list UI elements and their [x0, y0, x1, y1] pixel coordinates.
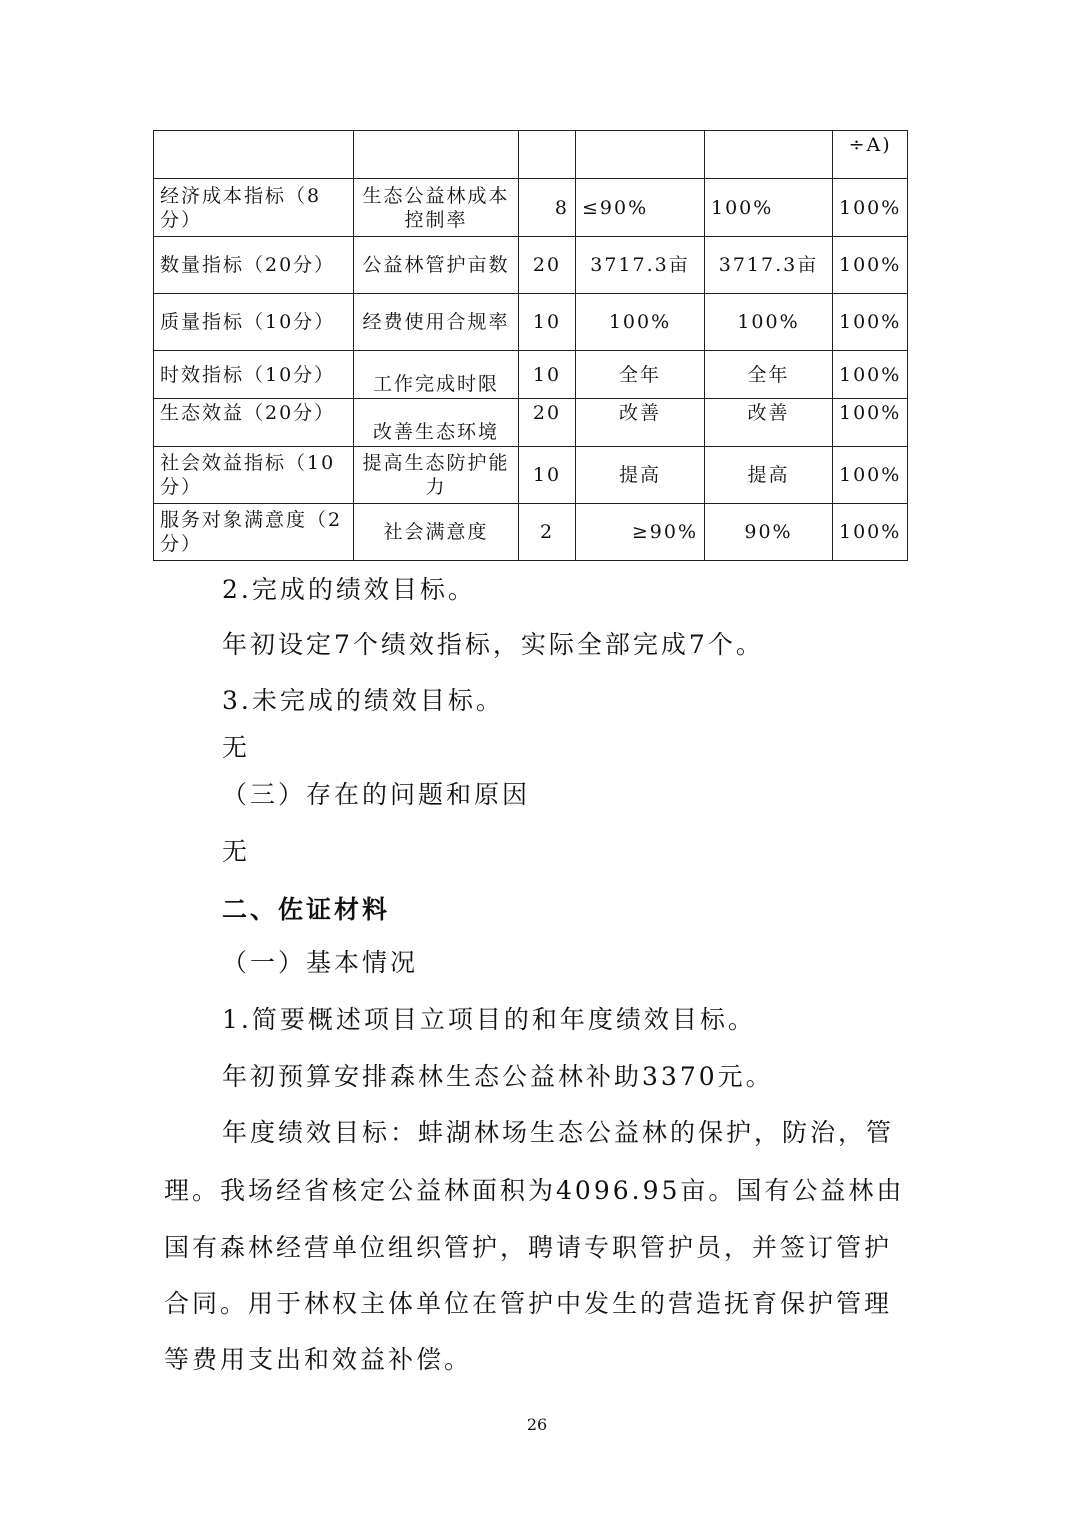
table-cell: [705, 131, 833, 179]
indicator-actual: 改善: [705, 399, 833, 447]
table-cell: [576, 131, 705, 179]
indicator-target: 提高: [576, 447, 705, 504]
goal-text-line: 国有森林经营单位组织管护，聘请专职管护员，并签订管护: [164, 1233, 893, 1262]
indicator-name: 经济成本指标（8分）: [154, 179, 354, 237]
indicator-score: 2: [519, 504, 576, 561]
page-number: 26: [526, 1415, 548, 1434]
indicator-actual: 提高: [705, 447, 833, 504]
indicator-name: 生态效益（20分）: [154, 399, 354, 447]
table-cell: [154, 131, 354, 179]
indicator-target: 3717.3亩: [576, 237, 705, 294]
indicator-item: 工作完成时限: [354, 351, 519, 399]
indicator-actual: 90%: [705, 504, 833, 561]
indicator-actual: 全年: [705, 351, 833, 399]
indicator-actual: 100%: [705, 179, 833, 237]
indicator-target: ≤90%: [576, 179, 705, 237]
indicator-target: 改善: [576, 399, 705, 447]
indicator-rate: 100%: [833, 179, 908, 237]
table-cell: [354, 131, 519, 179]
indicator-rate: 100%: [833, 294, 908, 351]
table-row: [154, 447, 908, 504]
goal-text-line: 理。我场经省核定公益林面积为4096.95亩。国有公益林由: [164, 1176, 905, 1205]
indicator-score: 10: [519, 351, 576, 399]
goal-text-line: 年度绩效目标：蚌湖林场生态公益林的保护，防治，管: [222, 1118, 895, 1147]
indicator-item: 改善生态环境: [354, 399, 519, 447]
table-row: [154, 351, 908, 399]
indicator-item: 公益林管护亩数: [354, 237, 519, 294]
indicator-actual: 3717.3亩: [705, 237, 833, 294]
indicator-rate: 100%: [833, 351, 908, 399]
table-row: [154, 504, 908, 561]
indicator-name: 时效指标（10分）: [154, 351, 354, 399]
problems-text: 无: [222, 837, 251, 866]
table-cell: ÷A): [833, 131, 908, 179]
table-row: [154, 294, 908, 351]
table-row: [154, 131, 908, 179]
indicator-name: 社会效益指标（10分）: [154, 447, 354, 504]
indicator-target: ≥90%: [576, 504, 705, 561]
indicator-name: 服务对象满意度（2分）: [154, 504, 354, 561]
problems-heading: （三）存在的问题和原因: [222, 780, 531, 809]
goal-text-line: 合同。用于林权主体单位在管护中发生的营造抚育保护管理: [164, 1289, 893, 1318]
uncompleted-goals-heading: 3.未完成的绩效目标。: [222, 686, 504, 715]
performance-indicator-table: [153, 130, 908, 561]
indicator-score: 8: [519, 179, 576, 237]
table-row: [154, 237, 908, 294]
table-row: [154, 179, 908, 237]
indicator-score: 20: [519, 237, 576, 294]
completed-goals-text: 年初设定7个绩效指标，实际全部完成7个。: [222, 630, 764, 659]
evidence-heading: 二、佐证材料: [222, 895, 391, 924]
indicator-item: 社会满意度: [354, 504, 519, 561]
indicator-name: 数量指标（20分）: [154, 237, 354, 294]
indicator-target: 100%: [576, 294, 705, 351]
overview-heading: 1.简要概述项目立项目的和年度绩效目标。: [222, 1005, 756, 1034]
basic-info-heading: （一）基本情况: [222, 948, 419, 977]
indicator-item: 生态公益林成本控制率: [354, 179, 519, 237]
indicator-item: 经费使用合规率: [354, 294, 519, 351]
indicator-score: 20: [519, 399, 576, 447]
indicator-actual: 100%: [705, 294, 833, 351]
indicator-rate: 100%: [833, 447, 908, 504]
budget-text: 年初预算安排森林生态公益林补助3370元。: [222, 1062, 774, 1091]
uncompleted-goals-text: 无: [222, 733, 251, 762]
completed-goals-heading: 2.完成的绩效目标。: [222, 575, 476, 604]
indicator-name: 质量指标（10分）: [154, 294, 354, 351]
goal-text-line: 等费用支出和效益补偿。: [164, 1345, 473, 1374]
table-cell: [519, 131, 576, 179]
indicator-rate: 100%: [833, 237, 908, 294]
indicator-score: 10: [519, 447, 576, 504]
table-row: [154, 399, 908, 447]
indicator-rate: 100%: [833, 504, 908, 561]
indicator-score: 10: [519, 294, 576, 351]
indicator-rate: 100%: [833, 399, 908, 447]
indicator-target: 全年: [576, 351, 705, 399]
indicator-item: 提高生态防护能力: [354, 447, 519, 504]
